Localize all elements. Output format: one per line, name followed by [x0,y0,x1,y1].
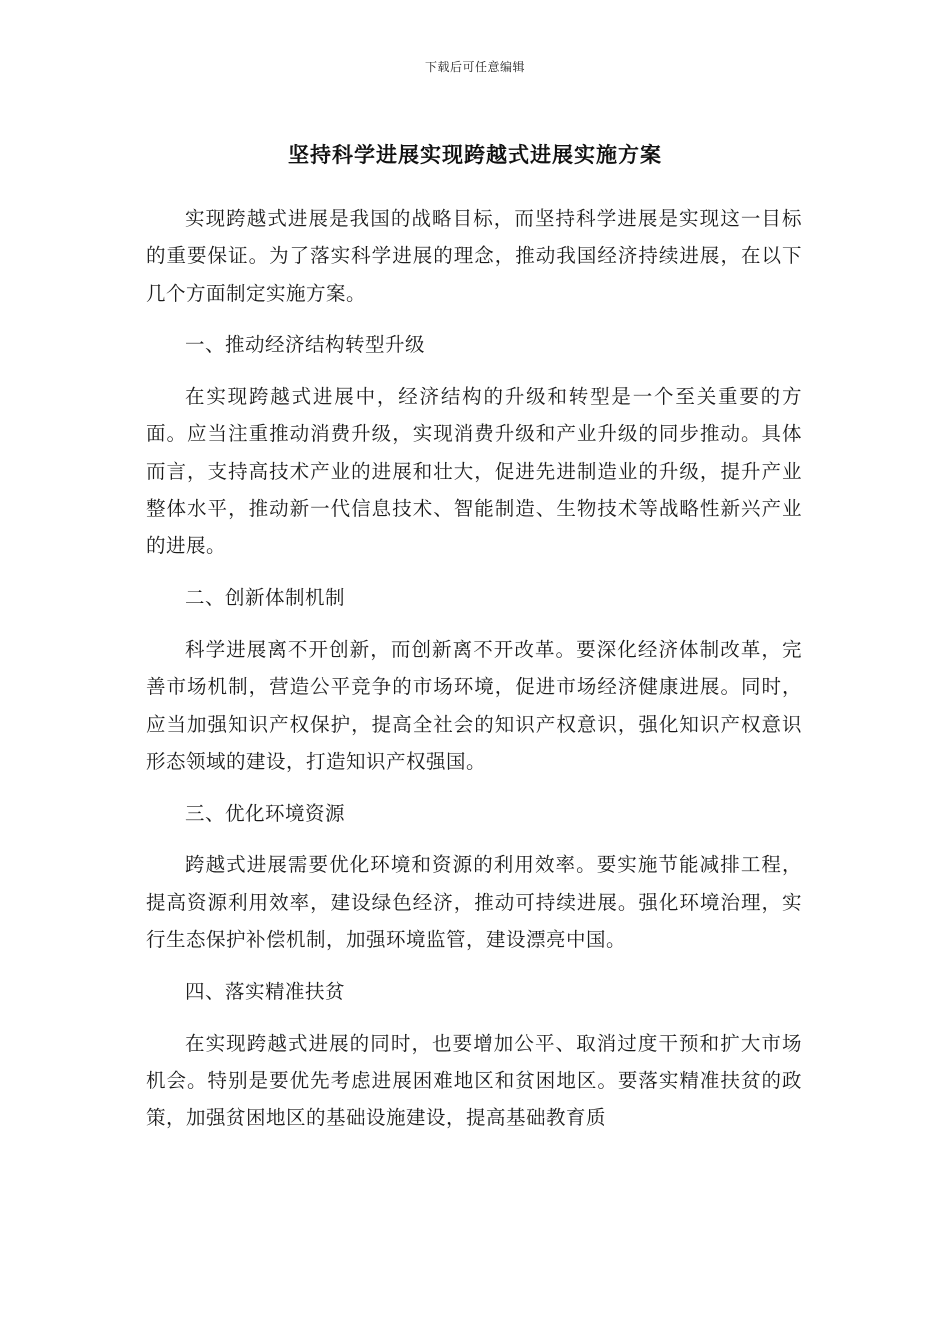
section-heading-1: 一、推动经济结构转型升级 [185,333,426,357]
section-paragraph-1: 在实现跨越式进展中，经济结构的升级和转型是一个至关重要的方面。应当注重推动消费升级，实现消费升级和产业升级的同步推动。具体而言，支持高技术产业的进展和壮大，促进先进制造业的升级，提升产业整体水平，推动新一代信息技术、智能制造、生物技术等战略性新兴产业的进展。 [146,385,802,558]
section-heading-3: 三、优化环境资源 [185,801,346,825]
document-body [146,200,802,1151]
section-paragraph-3: 跨越式进展需要优化环境和资源的利用效率。要实施节能减排工程，提高资源利用效率，建设绿色经济，推动可持续进展。强化环境治理，实行生态保护补偿机制，加强环境监管，建设漂亮中国。 [146,853,802,952]
header-note: 下载后可任意编辑 [424,60,525,74]
section-paragraph-2: 科学进展离不开创新，而创新离不开改革。要深化经济体制改革，完善市场机制，营造公平竞争的市场环境，促进市场经济健康进展。同时，应当加强知识产权保护，提高全社会的知识产权意识，强化知识产权意识形态领域的建设，打造知识产权强国。 [146,637,802,773]
intro-paragraph: 实现跨越式进展是我国的战略目标，而坚持科学进展是实现这一目标的重要保证。为了落实科学进展的理念，推动我国经济持续进展，在以下几个方面制定实施方案。 [146,207,802,305]
section-heading-2: 二、创新体制机制 [185,586,346,610]
section-paragraph-4: 在实现跨越式进展的同时，也要增加公平、取消过度干预和扩大市场机会。特别是要优先考虑进展困难地区和贫困地区。要落实精准扶贫的政策，加强贫困地区的基础设施建设，提高基础教育质 [146,1031,802,1130]
document-title: 坚持科学进展实现跨越式进展实施方案 [288,143,662,167]
section-heading-4: 四、落实精准扶贫 [185,979,346,1003]
